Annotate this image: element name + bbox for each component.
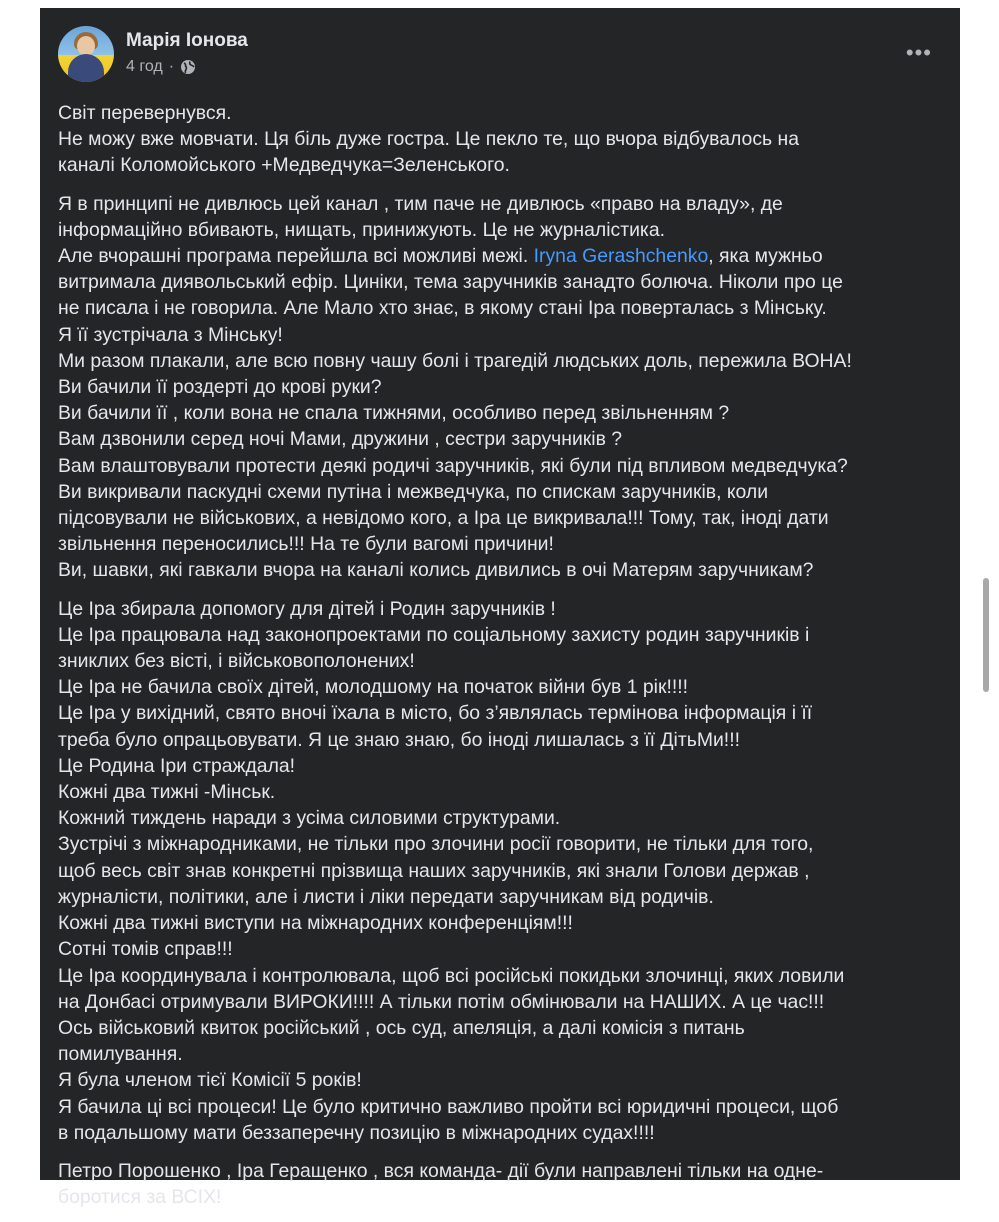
meta-separator: ·	[168, 58, 175, 75]
post-line: Це Іра у вихідний, свято вночі їхала в місто, бо з’являлась термінова інформація і її	[58, 702, 813, 725]
post-line: Це Родина Іри страждала!	[58, 754, 296, 777]
post-line: Вам дзвонили серед ночі Мами, дружини , сестри заручників ?	[58, 428, 623, 451]
post-line-text: Але вчорашні програма перейшла всі можливі межі.	[58, 245, 534, 268]
post-line: треба було опрацьовувати. Я це знаю знаю, бо іноді лишалась з її ДітьМи!!!	[58, 728, 740, 751]
post-paragraph	[58, 1158, 938, 1210]
post-line: Я бачила ці всі процеси! Це було критично важливо пройти всі юридичні процеси, щоб	[58, 1095, 839, 1118]
post-line: Ви викривали паскудні схеми путіна і межведчука, по спискам заручників, коли	[58, 480, 769, 503]
post-line: щоб весь світ знав конкретні прізвища наших заручників, які знали Голови держав ,	[58, 859, 810, 882]
post-line: витримала диявольський ефір. Циніки, тема заручників занадто болюча. Ніколи про це	[58, 271, 843, 294]
post-line: Це Іра працювала над законопроектами по соціальному захисту родин заручників і	[58, 623, 810, 646]
post-line: Зустрічі з міжнародниками, не тільки про злочини росії говорити, не тільки для того,	[58, 833, 814, 856]
post-line	[58, 243, 938, 269]
post-line: Ось військовий квиток російський , ось суд, апеляція, а далі комісія з питань	[58, 1016, 745, 1039]
post-line: Кожні два тижні виступи на міжнародних конференціям!!!	[58, 912, 573, 935]
post-line: Ви бачили її роздерті до крові руки?	[58, 376, 382, 399]
avatar[interactable]	[58, 26, 114, 82]
post-line: Сотні томів справ!!!	[58, 938, 233, 961]
post-line: помилування.	[58, 1043, 183, 1066]
mention-link[interactable]: Iryna Gerashchenko	[533, 245, 709, 268]
post-line: Ми разом плакали, але всю повну чашу болі і трагедій людських доль, пережила ВОНА!	[58, 349, 852, 372]
post-line: Кожний тиждень наради з усіма силовими структурами.	[58, 807, 561, 830]
post-line: Я в принципі не дивлюсь цей канал , тим паче не дивлюсь «право на владу», де	[58, 192, 783, 215]
post-line: Це Іра координувала і контролювала, щоб всі російські покидьки злочинці, яких ловили	[58, 964, 845, 987]
post-header	[58, 26, 938, 86]
globe-icon	[180, 59, 196, 75]
post-line: Ви, шавки, які гавкали вчора на каналі колись дивились в очі Матерям заручникам?	[58, 559, 814, 582]
post-line: не писала і не говорила. Але Мало хто знає, в якому стані Іра поверталась з Мінську.	[58, 297, 827, 320]
post-card	[40, 8, 960, 1209]
post-line: журналісти, політики, але і листи і ліки передати заручникам від родичів.	[58, 885, 714, 908]
post-line: підсовували не військових, а невідомо кого, а Іра це викривала!!! Тому, так, іноді дати	[58, 507, 829, 530]
post-line: Це Іра не бачила своїх дітей, молодшому на початок війни був 1 рік!!!!	[58, 676, 688, 699]
post-line: Це Іра збирала допомогу для дітей і Родин заручників !	[58, 597, 556, 620]
post-line: Я її зустрічала з Мінську!	[58, 323, 283, 346]
post-paragraph	[58, 596, 938, 1146]
post-line: Вам влаштовували протести деякі родичі заручників, які були під впливом медведчука?	[58, 454, 848, 477]
post-meta	[126, 58, 196, 76]
post-line: боротися за ВСІХ!	[58, 1186, 222, 1209]
post-line: Не можу вже мовчати. Ця біль дуже гостра. Це пекло те, що вчора відбувалось на	[58, 128, 799, 151]
post-paragraph	[58, 191, 938, 584]
author-name[interactable]: Марія Іонова	[126, 30, 248, 51]
post-line: Я була членом тієї Комісії 5 років!	[58, 1069, 362, 1092]
post-line: інформаційно вбивають, нищать, принижують. Це не журналістика.	[58, 218, 666, 241]
post-paragraph	[58, 100, 938, 179]
post-line: Кожні два тижні -Мінськ.	[58, 781, 276, 804]
post-text	[58, 100, 938, 1222]
post-line: Світ перевернувся.	[58, 102, 232, 124]
post-line-text: , яка мужньо	[708, 245, 823, 268]
post-line: Ви бачили її , коли вона не спала тижнями, особливо перед звільненням ?	[58, 402, 730, 425]
post-line: звільнення переносились!!! На те були вагомі причини!	[58, 533, 554, 556]
post-line: в подальшому мати беззаперечну позицію в міжнародних судах!!!!	[58, 1121, 655, 1144]
post-line: зниклих без вісті, і військовополонених!	[58, 650, 415, 673]
post-line: Петро Порошенко , Іра Геращенко , вся команда- дії були направлені тільки на одне-	[58, 1159, 824, 1182]
post-line: на Донбасі отримували ВИРОКИ!!!! А тільки потім обмінювали на НАШИХ. А це час!!!	[58, 990, 825, 1013]
more-horizontal-icon[interactable]: •••	[905, 40, 932, 65]
post-time[interactable]: 4 год	[126, 58, 163, 75]
scrollbar[interactable]	[983, 578, 989, 692]
post-line: каналі Коломойського +Медведчука=Зеленського.	[58, 154, 510, 177]
